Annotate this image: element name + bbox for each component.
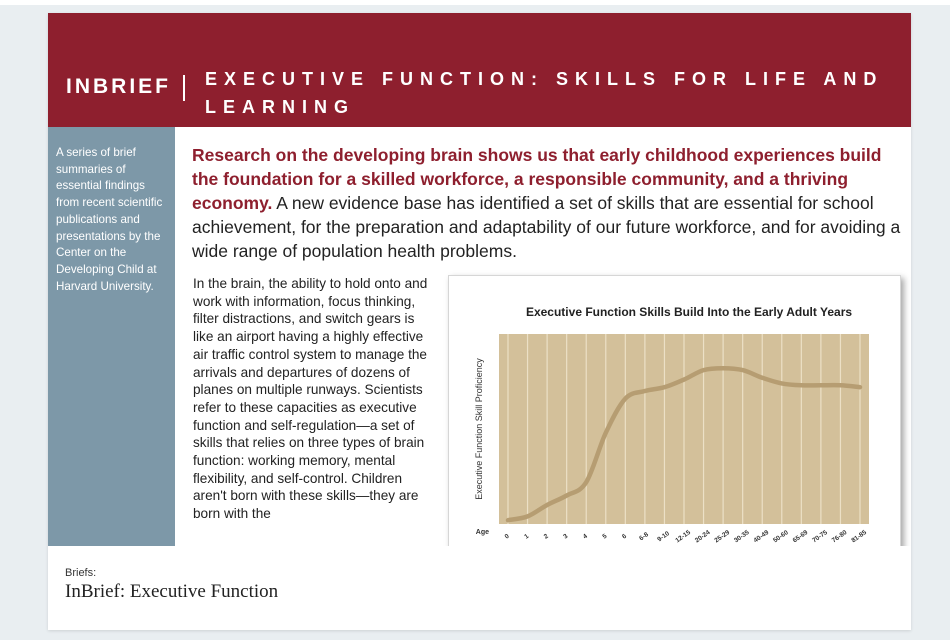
body-paragraph: In the brain, the ability to hold onto and work with information, focus thinking, filter distractions, and switch gears is like an airport having a highly effective air traffic control system to manage the arrivals and departures of dozens of planes on multiple runways. Scientists refer to these capacities as executive function and self-regulation—a set of skills that relies on three types of brain function: working memory, mental flexibility, and self-control. Children aren't born with these skills—they are born with the: [193, 276, 428, 522]
chart-title: Executive Function Skills Build Into the Early Adult Years: [525, 305, 853, 319]
header-banner: [48, 13, 911, 127]
chart-figure: [448, 275, 901, 546]
item-title[interactable]: InBrief: Executive Function: [65, 581, 279, 602]
x-tick-label: 1: [523, 532, 531, 541]
document-preview[interactable]: [48, 13, 911, 546]
category-label: Briefs:: [65, 567, 97, 579]
inbrief-logo: INBRIEF: [66, 75, 171, 98]
x-tick-label: 70-75: [811, 529, 829, 545]
x-tick-label: 6: [620, 532, 628, 541]
x-tick-label: 25-29: [713, 529, 732, 545]
x-tick-label: 30-35: [732, 529, 751, 545]
x-tick-label: 12-15: [674, 529, 692, 545]
logo-divider: [183, 75, 185, 101]
lead-paragraph: [192, 143, 904, 263]
sidebar-description: A series of brief summaries of essential findings from recent scientific publications and presentations by the Center on the Developing Child at Harvard University.: [56, 146, 163, 293]
x-tick-label: 6-8: [638, 531, 650, 543]
x-tick-label: 2: [542, 532, 550, 541]
lead-body: A new evidence base has identified a set of skills that are essential for school achievement, for the preparation and adaptability of our future workforce, and for avoiding a wide range of population health problems.: [192, 193, 901, 261]
x-tick-label: 40-49: [752, 529, 771, 545]
x-tick-label: 20-24: [693, 529, 712, 545]
x-axis-label: Age: [475, 529, 489, 536]
sidebar-panel: [48, 127, 175, 546]
brief-card[interactable]: [48, 13, 911, 630]
x-tick-label: 5: [601, 532, 609, 541]
x-tick-label: 65-69: [791, 529, 810, 545]
x-tick-label: 9-10: [656, 530, 671, 544]
x-tick-label: 0: [503, 532, 511, 541]
lead-emphasis: Research on the developing brain shows us that early childhood experiences build the foundation for a skilled workforce, a responsible community, and a thriving economy.: [192, 145, 882, 213]
top-strip: [0, 0, 950, 5]
x-tick-label: 76-80: [830, 529, 849, 545]
y-axis-label: Executive Function Skill Proficiency: [474, 358, 484, 500]
x-tick-label: 81-85: [850, 529, 868, 545]
banner-title: EXECUTIVE FUNCTION: SKILLS FOR LIFE AND LEARNING: [205, 69, 884, 117]
x-tick-label: 50-60: [772, 529, 790, 545]
x-tick-label: 4: [581, 532, 589, 541]
x-tick-label: 3: [562, 532, 570, 541]
line-chart: [449, 276, 900, 546]
